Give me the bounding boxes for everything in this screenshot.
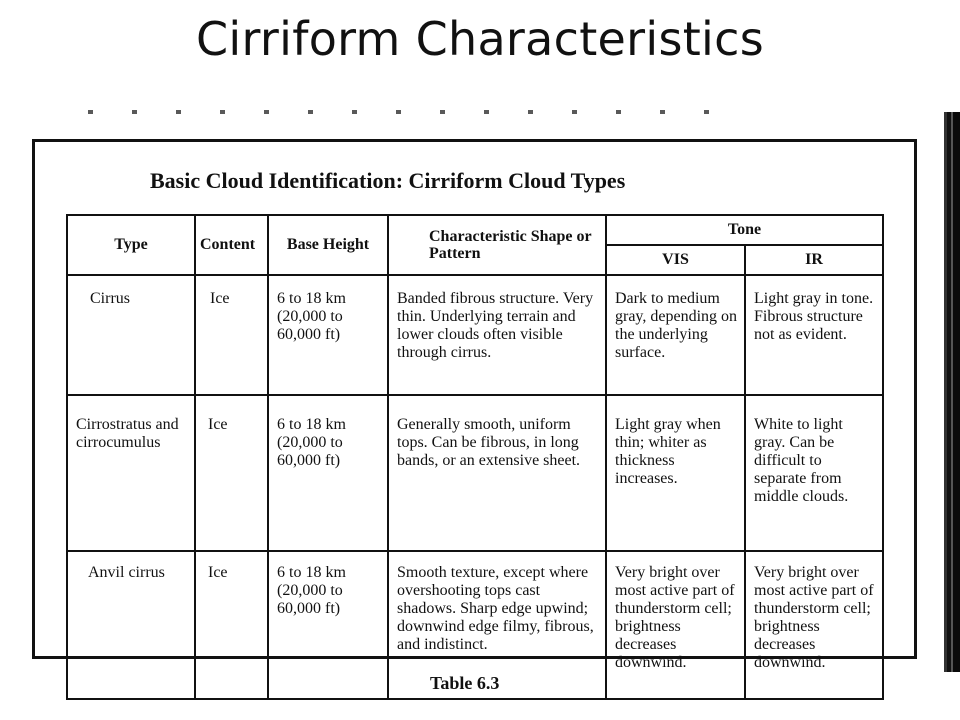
cell-ir: White to light gray. Can be difficult to separate from middle clouds. [745, 395, 883, 551]
header-content: Content [195, 215, 268, 275]
cell-characteristic: Generally smooth, uniform tops. Can be fibrous, in long bands, or an extensive sheet. [388, 395, 606, 551]
slide-title: Cirriform Characteristics [196, 12, 764, 66]
scan-artifact-top [88, 110, 748, 114]
header-ir: IR [745, 245, 883, 275]
cell-ir: Very bright over most active part of thunderstorm cell; brightness decreases downwind. [745, 551, 883, 699]
cell-characteristic: Smooth texture, except where overshooting tops cast shadows. Sharp edge upwind; downwind edge filmy, fibrous, and indistinct. [388, 551, 606, 699]
header-tone: Tone [606, 215, 883, 245]
cell-content: Ice [195, 395, 268, 551]
cloud-types-table [66, 214, 884, 700]
table-header-row [67, 215, 883, 245]
cell-base-height: 6 to 18 km (20,000 to 60,000 ft) [268, 275, 388, 395]
header-characteristic: Characteristic Shape or Pattern [388, 215, 606, 275]
cell-base-height: 6 to 18 km (20,000 to 60,000 ft) [268, 395, 388, 551]
cell-type: Anvil cirrus [67, 551, 195, 699]
document-heading: Basic Cloud Identification: Cirriform Cloud Types [150, 168, 626, 193]
cell-content: Ice [195, 275, 268, 395]
cell-content: Ice [195, 551, 268, 699]
cell-type: Cirrostratus and cirrocumulus [67, 395, 195, 551]
table-caption: Table 6.3 [430, 673, 500, 691]
header-base-height: Base Height [268, 215, 388, 275]
cell-type: Cirrus [67, 275, 195, 395]
cell-ir: Light gray in tone. Fibrous structure not as evident. [745, 275, 883, 395]
header-type: Type [67, 215, 195, 275]
cell-vis: Very bright over most active part of thunderstorm cell; brightness decreases downwind. [606, 551, 745, 699]
cell-vis: Light gray when thin; whiter as thickness increases. [606, 395, 745, 551]
cell-base-height: 6 to 18 km (20,000 to 60,000 ft) [268, 551, 388, 699]
table-row [67, 275, 883, 395]
cell-characteristic: Banded fibrous structure. Very thin. Underlying terrain and lower clouds often visible through cirrus. [388, 275, 606, 395]
table-row [67, 395, 883, 551]
header-vis: VIS [606, 245, 745, 275]
scan-artifact-edge [944, 112, 960, 672]
cell-vis: Dark to medium gray, depending on the underlying surface. [606, 275, 745, 395]
